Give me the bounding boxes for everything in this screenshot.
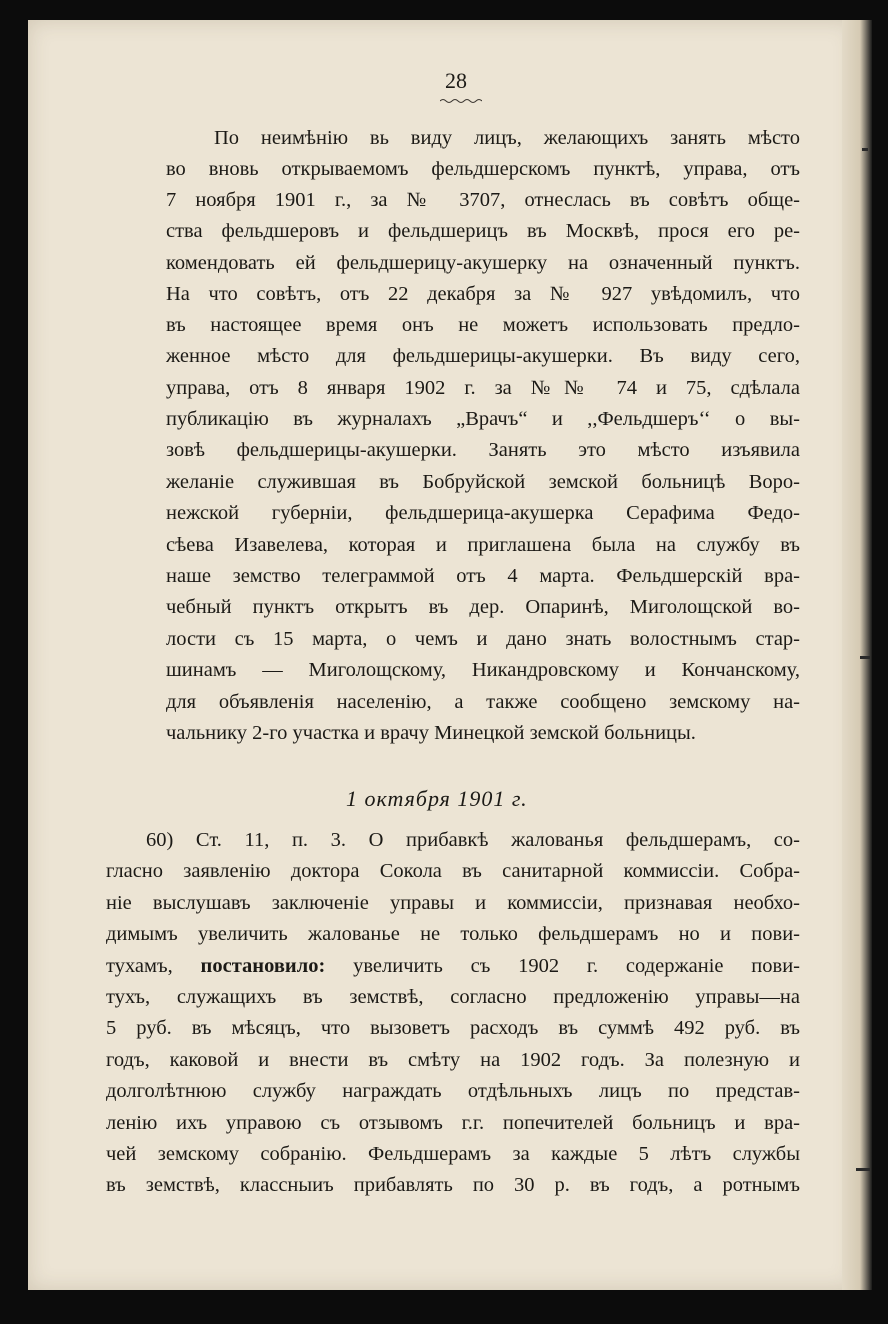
text-line: сѣева Изавелева, которая и приглашена была на службу въ [166, 534, 800, 556]
text-line: чальнику 2-го участка и врачу Минецкой земской больницы. [166, 722, 696, 744]
text-line: ства фельдшеровъ и фельдшерицъ въ Москвѣ, прося его ре- [166, 220, 800, 242]
date-heading: 1 октября 1901 г. [346, 786, 528, 811]
page-edge [842, 20, 872, 1290]
text-line: тухъ, служащихъ въ земствѣ, согласно предложенію управы—на [106, 986, 800, 1008]
text-line: годъ, каковой и внести въ смѣту на 1902 годъ. За полезную и [106, 1049, 800, 1071]
text-line: комендовать ей фельдшерицу-акушерку на означенный пунктъ. [166, 252, 800, 274]
text-line: На что совѣтъ, отъ 22 декабря за № 927 увѣдомилъ, что [166, 283, 800, 305]
text-line: 60) Ст. 11, п. 3. О прибавкѣ жалованья фельдшерамъ, со- [146, 829, 800, 851]
text-line: для объявленія населенію, а также сообщено земскому на- [166, 691, 800, 713]
edge-mark [856, 1168, 870, 1171]
text-line: 7 ноября 1901 г., за № 3707, отнеслась въ совѣтъ обще- [166, 189, 800, 211]
text-line: чей земскому собранію. Фельдшерамъ за каждые 5 лѣтъ службы [106, 1143, 800, 1165]
text-segment: тухамъ, [106, 955, 173, 977]
page-number: 28 [445, 68, 467, 93]
text-line: шинамъ — Миголощскому, Никандровскому и Кончанскому, [166, 659, 800, 681]
text-line: зовѣ фельдшерицы-акушерки. Занять это мѣсто изъявила [166, 439, 800, 461]
text-line: женное мѣсто для фельдшерицы-акушерки. Въ виду сего, [166, 345, 800, 367]
text-line: нежской губерніи, фельдшерица-акушерка Серафима Федо- [166, 502, 800, 524]
page-number-ornament [440, 98, 482, 104]
text-line: публикацію въ журналахъ „Врачъ“ и ,,Фельдшеръ‘‘ о вы- [166, 408, 800, 430]
decision-keyword: постановило: [200, 955, 326, 977]
text-line: По неимѣнію вь виду лицъ, желающихъ занять мѣсто [214, 127, 800, 149]
text-line: въ настоящее время онъ не можетъ использовать предло- [166, 314, 800, 336]
text-line: чебный пунктъ открытъ въ дер. Опаринѣ, Миголощской во- [166, 596, 800, 618]
text-line: ленію ихъ управою съ отзывомъ г.г. попечителей больницъ и вра- [106, 1112, 800, 1134]
text-line: ніе выслушавъ заключеніе управы и коммиссіи, признавая необхо- [106, 892, 800, 914]
text-line: наше земство телеграммой отъ 4 марта. Фельдшерскій вра- [166, 565, 800, 587]
text-line: желаніе служившая въ Бобруйской земской больницѣ Воро- [166, 471, 800, 493]
edge-mark [860, 656, 870, 659]
text-line: лости съ 15 марта, о чемъ и дано знать волостнымъ стар- [166, 628, 800, 650]
text-line: 5 руб. въ мѣсяцъ, что вызоветъ расходъ въ суммѣ 492 руб. въ [106, 1017, 800, 1039]
text-line: во вновь открываемомъ фельдшерскомъ пунктѣ, управа, отъ [166, 158, 800, 180]
text-line [106, 956, 800, 977]
text-line: димымъ увеличить жалованье не только фельдшерамъ но и пови- [106, 923, 800, 945]
text-line: управа, отъ 8 января 1902 г. за №№ 74 и 75, сдѣлала [166, 377, 800, 399]
text-segment: увеличить съ 1902 г. содержаніе пови- [353, 955, 801, 977]
text-line: долголѣтнюю службу награждать отдѣльныхъ лицъ по представ- [106, 1080, 800, 1102]
text-line: въ земствѣ, классныиъ прибавлять по 30 р. въ годъ, а ротнымъ [106, 1174, 800, 1196]
edge-mark [862, 148, 868, 151]
text-line: гласно заявленію доктора Сокола въ санитарной коммиссіи. Собра- [106, 860, 800, 882]
